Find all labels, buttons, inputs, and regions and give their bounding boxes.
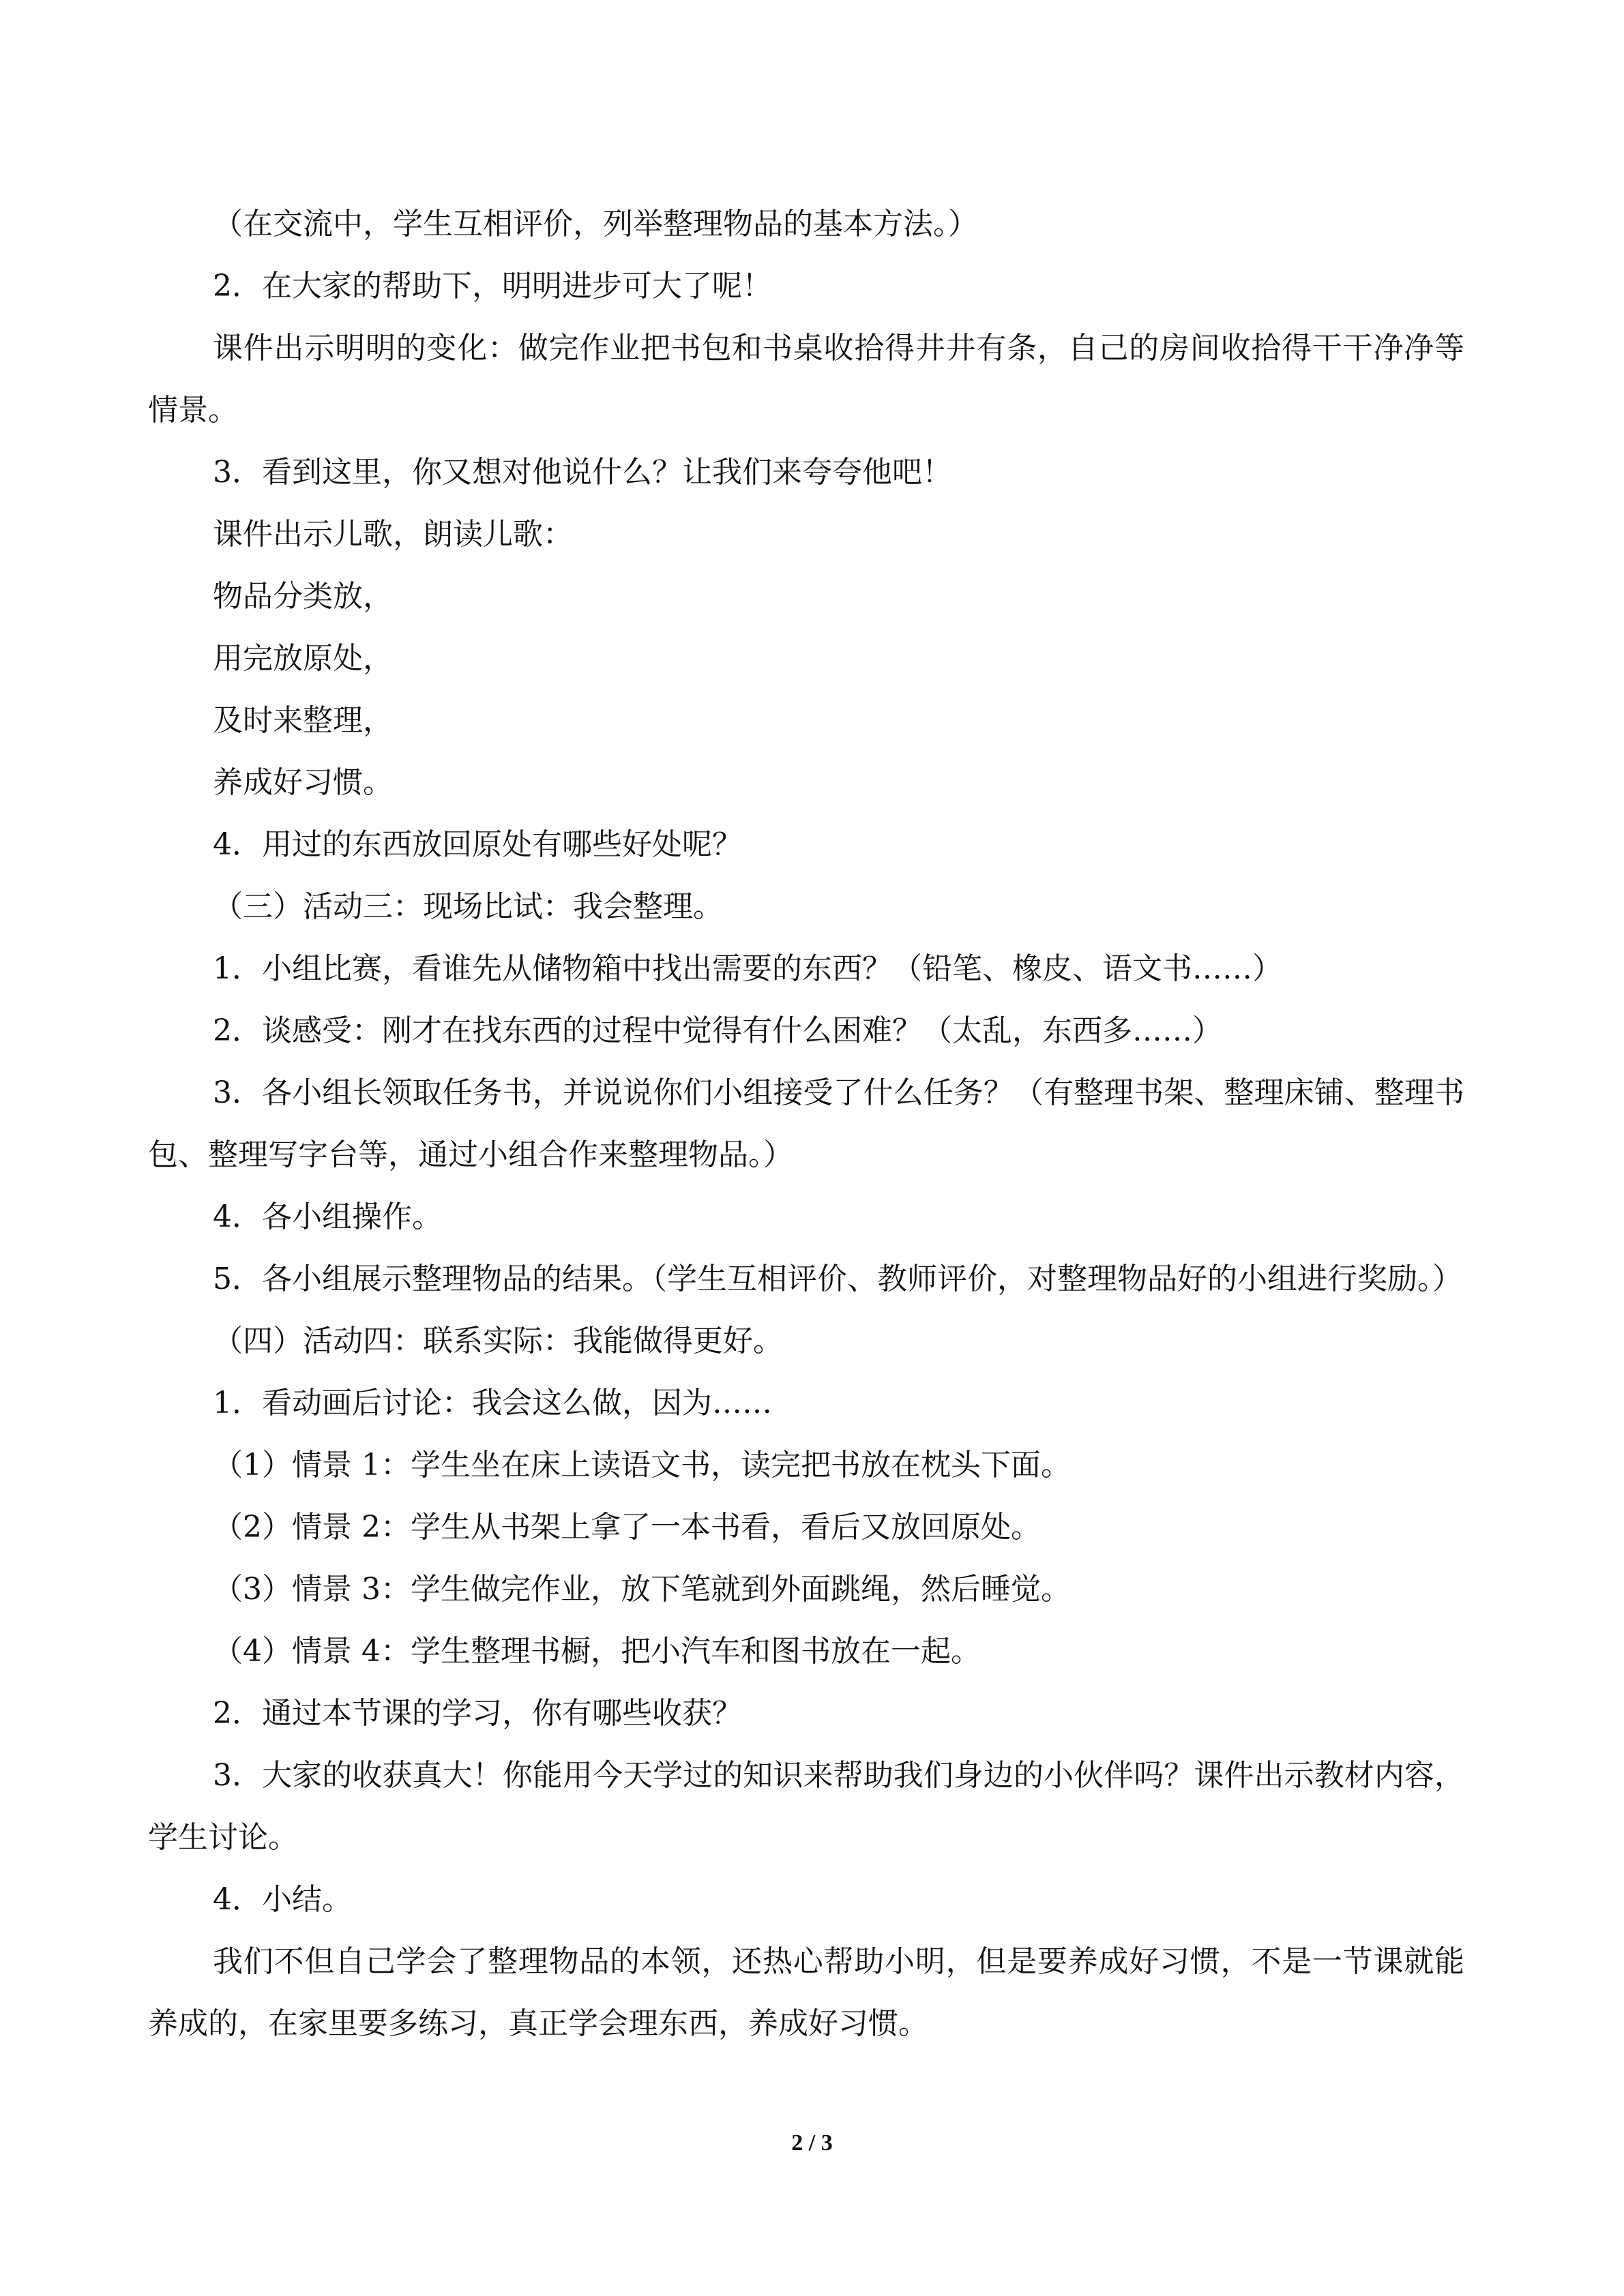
song-line-4: 养成好习惯。: [213, 765, 393, 800]
scenario-3: （3）情景 3：学生做完作业，放下笔就到外面跳绳，然后睡觉。: [213, 1572, 1071, 1607]
scenario-2: （2）情景 2：学生从书架上拿了一本书看，看后又放回原处。: [213, 1510, 1041, 1545]
paragraph-activity-4-step-4: 4．小结。: [213, 1882, 352, 1917]
paragraph-summary: 我们不但自己学会了整理物品的本领，还热心帮助小明，但是要养成好习惯，不是一节课就能养成的，在家里要多练习，真正学会理东西，养成好习惯。: [148, 1944, 1464, 2041]
paragraph-activity-3-step-4: 4．各小组操作。: [213, 1199, 442, 1234]
scenario-1: （1）情景 1：学生坐在床上读语文书，读完把书放在枕头下面。: [213, 1448, 1071, 1482]
paragraph-activity-4-step-1: 1．看动画后讨论：我会这么做，因为……: [213, 1386, 772, 1420]
paragraph-activity-3-step-5: 5．各小组展示整理物品的结果。（学生互相评价、教师评价，对整理物品好的小组进行奖励。）: [213, 1262, 1462, 1296]
paragraph-step-2: 2．在大家的帮助下，明明进步可大了呢！: [213, 269, 772, 303]
document-body: [148, 193, 1464, 2055]
paragraph-courseware-changes: 课件出示明明的变化：做完作业把书包和书桌收拾得井井有条，自己的房间收拾得干干净净等情景。: [148, 331, 1464, 428]
paragraph-activity-3-step-2: 2．谈感受：刚才在找东西的过程中觉得有什么困难？（太乱，东西多……）: [213, 1013, 1222, 1048]
page-number: 2 / 3: [791, 2130, 833, 2156]
paragraph-activity-4-step-3: 3．大家的收获真大！你能用今天学过的知识来帮助我们身边的小伙伴吗？课件出示教材内容，学生讨论。: [148, 1758, 1464, 1855]
scenario-4: （4）情景 4：学生整理书橱，把小汽车和图书放在一起。: [213, 1634, 981, 1669]
paragraph-courseware-song: 课件出示儿歌，朗读儿歌：: [213, 517, 573, 552]
section-activity-4-heading: （四）活动四：联系实际：我能做得更好。: [213, 1324, 783, 1358]
song-line-2: 用完放原处，: [213, 641, 393, 676]
song-line-3: 及时来整理，: [213, 703, 393, 738]
paragraph-exchange-note: （在交流中，学生互相评价，列举整理物品的基本方法。）: [213, 207, 978, 241]
paragraph-step-4: 4．用过的东西放回原处有哪些好处呢？: [213, 827, 742, 862]
paragraph-step-3: 3．看到这里，你又想对他说什么？让我们来夸夸他吧！: [213, 455, 952, 490]
paragraph-activity-3-step-3: 3．各小组长领取任务书，并说说你们小组接受了什么任务？（有整理书架、整理床铺、整理书包、整理写字台等，通过小组合作来整理物品。）: [148, 1075, 1464, 1172]
section-activity-3-heading: （三）活动三：现场比试：我会整理。: [213, 889, 723, 924]
paragraph-activity-3-step-1: 1．小组比赛，看谁先从储物箱中找出需要的东西？（铅笔、橡皮、语文书……）: [213, 951, 1282, 986]
paragraph-activity-4-step-2: 2．通过本节课的学习，你有哪些收获？: [213, 1696, 742, 1731]
song-line-1: 物品分类放，: [213, 579, 393, 614]
